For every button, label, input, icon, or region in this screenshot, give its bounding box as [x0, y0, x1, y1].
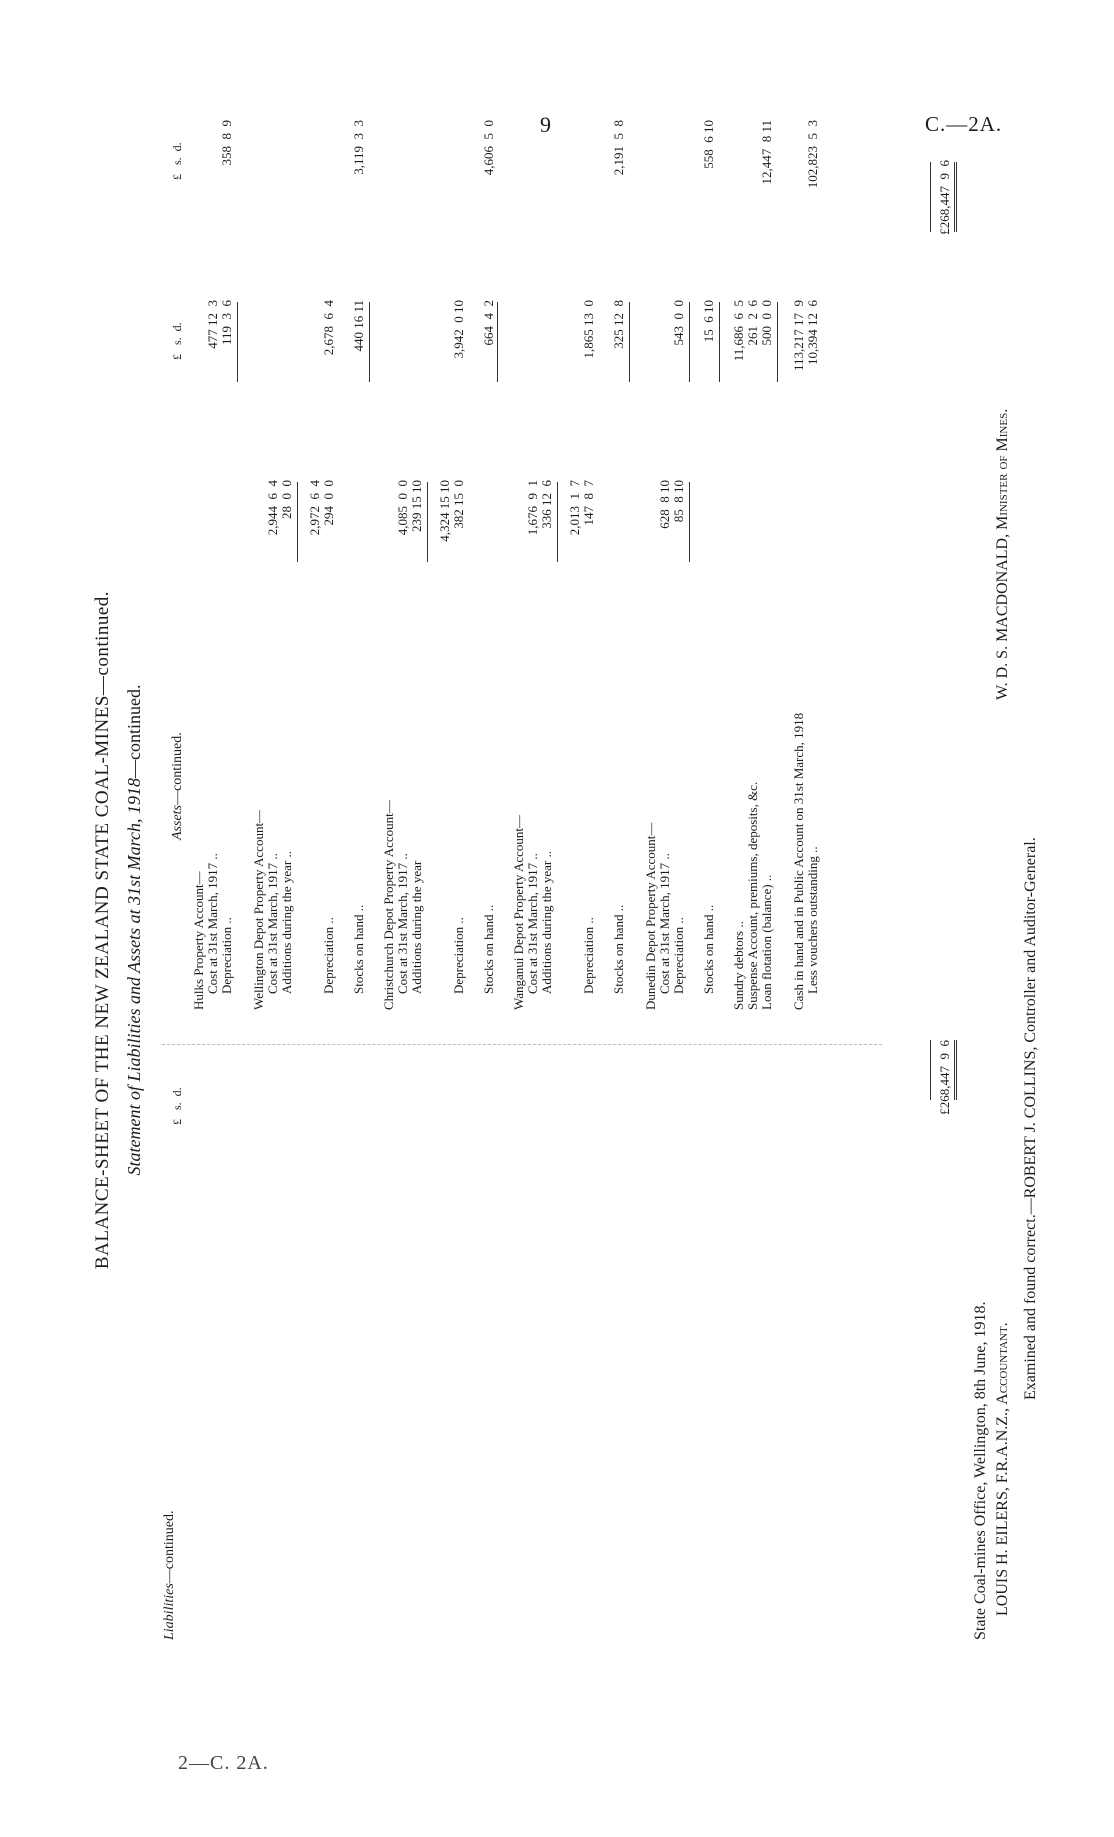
liabilities-total-rule: [930, 1040, 931, 1100]
asset-label: Cost at 31st March, 1917 ..: [205, 853, 220, 994]
liabilities-heading: [162, 1510, 178, 1640]
asset-row: [382, 170, 396, 1010]
asset-label: Additions during the year: [409, 860, 424, 994]
asset-label: Less vouchers outstanding ..: [805, 846, 820, 994]
subtotal-rule: [689, 482, 690, 562]
subtotal-rule: [557, 482, 558, 562]
subtotal-rule: [719, 302, 720, 382]
asset-row: [540, 170, 554, 1010]
asset-amount-c1: 85 8 10: [671, 480, 686, 523]
asset-row: [644, 170, 658, 1010]
asset-row: [438, 170, 452, 1010]
asset-label: Cost at 31st March, 1917 ..: [265, 853, 280, 994]
liabilities-total-double-rule: [954, 1040, 957, 1100]
asset-amount-c2: 664 4 2: [481, 300, 496, 346]
asset-row: [396, 170, 410, 1010]
asset-amount-c1: 147 8 7: [581, 480, 596, 526]
asset-amount-c1: 1,676 9 1: [525, 480, 540, 536]
asset-row: [658, 170, 672, 1010]
assets-total-double-rule: [954, 162, 957, 232]
asset-row: [351, 120, 366, 1010]
asset-label: Dunedin Depot Property Account—: [643, 822, 658, 1010]
asset-amount-c1: 628 8 10: [657, 480, 672, 529]
asset-amount-c3: 4,606 5 0: [481, 120, 496, 176]
assets-heading-text: Assets: [170, 805, 185, 840]
asset-amount-c3: 558 6 10: [701, 120, 716, 169]
asset-amount-c2: 3,942 0 10: [451, 300, 466, 359]
asset-amount-c1: 4,085 0 0: [395, 480, 410, 536]
asset-row: [526, 170, 540, 1010]
asset-row: [792, 170, 806, 1010]
asset-amount-c3: 3,119 3 3: [351, 120, 366, 175]
subtotal-rule: [297, 482, 298, 562]
page-number: 9: [540, 112, 551, 137]
asset-label: Wanganui Depot Property Account—: [511, 815, 526, 1010]
asset-row: [322, 170, 336, 1010]
subtotal-rule: [689, 302, 690, 382]
asset-label: Suspense Account, premiums, deposits, &c.: [745, 781, 760, 1010]
asset-amount-c3: 12,447 8 11: [759, 120, 774, 185]
asset-amount-c2: 113,217 17 9: [791, 300, 806, 372]
asset-row: [206, 170, 220, 1010]
asset-label: Stocks on hand ..: [351, 904, 366, 994]
asset-label: Depreciation ..: [581, 917, 596, 994]
asset-label: Wellington Depot Property Account—: [251, 809, 266, 1010]
subtitle-continued: —continued.: [124, 684, 144, 778]
assets-total: £268,447 9 6: [937, 160, 952, 235]
asset-label: Additions during the year ..: [539, 851, 554, 994]
assets-money-header-2: £ s. d.: [170, 142, 184, 180]
asset-amount-c2: 440 16 11: [351, 300, 366, 352]
asset-row: [672, 170, 686, 1010]
subtotal-rule: [427, 482, 428, 562]
asset-row: [280, 170, 294, 1010]
asset-amount-c1: 2,972 6 4: [307, 480, 322, 536]
subtotal-rule: [237, 302, 238, 382]
report-code: C.—2A.: [925, 112, 1003, 136]
asset-row: [192, 170, 206, 1010]
asset-amount-c2: 10,394 12 6: [805, 300, 820, 365]
asset-label: Stocks on hand ..: [481, 904, 496, 994]
asset-label: Cost at 31st March, 1917 ..: [395, 853, 410, 994]
asset-amount-c1: 2,944 6 4: [265, 480, 280, 536]
asset-amount-c2: 11,686 6 5: [731, 300, 746, 362]
asset-label: Cash in hand and in Public Account on 31st March, 1918: [791, 712, 806, 1010]
assets-heading-suffix: —continued.: [170, 732, 185, 805]
asset-amount-c1: 382 15 0: [451, 480, 466, 529]
subtitle-statement: Statement of Liabilities and Assets at 31st March, 1918: [124, 778, 144, 1176]
asset-row: [219, 120, 234, 1010]
asset-row: [308, 170, 322, 1010]
asset-amount-c2: 1,865 13 0: [581, 300, 596, 359]
liabilities-total: £268,447 9 6: [937, 1040, 952, 1115]
auditor-signature: Examined and found correct.—ROBERT J. COLLINS, Controller and Auditor-General.: [1022, 837, 1039, 1400]
minister-signature: W. D. S. MACDONALD, Minister of Mines.: [994, 408, 1011, 700]
asset-row: [759, 120, 774, 1010]
asset-label: Depreciation ..: [671, 917, 686, 994]
asset-amount-c2: 543 0 0: [671, 300, 686, 346]
asset-amount-c1: 2,013 1 7: [567, 480, 582, 536]
asset-label: Depreciation ..: [451, 917, 466, 994]
asset-row: [701, 120, 716, 1010]
liabilities-money-header: £ s. d.: [170, 1087, 184, 1125]
balance-sheet-subtitle: [124, 160, 145, 1700]
assets-money-header-1: £ s. d.: [170, 322, 184, 360]
asset-label: Cost at 31st March, 1917 ..: [657, 853, 672, 994]
asset-amount-c1: 239 15 10: [409, 480, 424, 532]
subtotal-rule: [629, 302, 630, 382]
footer-code: 2—C. 2A.: [178, 1752, 269, 1774]
asset-row: [452, 170, 466, 1010]
assets-heading: [170, 732, 186, 840]
asset-row: [582, 170, 596, 1010]
asset-amount-c3: 2,191 5 8: [611, 120, 626, 176]
accountant-signature: LOUIS H. EILERS, F.R.A.N.Z., Accountant.: [994, 1322, 1011, 1616]
column-divider: [162, 1044, 882, 1045]
asset-row: [805, 120, 820, 1010]
asset-amount-c2: 500 0 0: [759, 300, 774, 346]
asset-label: Sundry debtors ..: [731, 921, 746, 1010]
asset-amount-c1: 336 12 6: [539, 480, 554, 529]
asset-amount-c3: 358 8 9: [219, 120, 234, 166]
asset-amount-c3: 102,823 5 3: [805, 120, 820, 189]
asset-amount-c2: 119 3 6: [219, 300, 234, 346]
subtotal-rule: [369, 302, 370, 382]
office-date: State Coal-mines Office, Wellington, 8th June, 1918.: [972, 1301, 989, 1640]
asset-row: [568, 170, 582, 1010]
asset-label: Loan flotation (balance) ..: [759, 874, 774, 1010]
asset-amount-c2: 477 12 3: [205, 300, 220, 349]
assets-total-rule: [930, 162, 931, 232]
liabilities-heading-suffix: —continued.: [162, 1510, 177, 1584]
asset-row: [611, 120, 626, 1010]
asset-label: Additions during the year ..: [279, 851, 294, 994]
liabilities-heading-text: Liabilities: [162, 1583, 177, 1640]
asset-amount-c2: 2,678 6 4: [321, 300, 336, 356]
asset-label: Depreciation ..: [219, 917, 234, 994]
asset-amount-c2: 15 6 10: [701, 300, 716, 343]
subtotal-rule: [777, 302, 778, 382]
asset-row: [512, 170, 526, 1010]
asset-label: Hulks Property Account—: [191, 871, 206, 1010]
asset-label: Cost at 31st March, 1917 ..: [525, 853, 540, 994]
asset-label: Christchurch Depot Property Account—: [381, 800, 396, 1010]
balance-sheet-title: BALANCE-SHEET OF THE NEW ZEALAND STATE COAL-MINES—continued.: [92, 590, 113, 1270]
subtotal-rule: [497, 302, 498, 382]
asset-row: [746, 170, 760, 1010]
asset-label: Stocks on hand ..: [701, 904, 716, 994]
asset-amount-c1: 4,324 15 10: [437, 480, 452, 542]
asset-amount-c2: 325 12 8: [611, 300, 626, 349]
asset-row: [266, 170, 280, 1010]
asset-row: [732, 170, 746, 1010]
asset-label: Depreciation ..: [321, 917, 336, 994]
asset-row: [252, 170, 266, 1010]
asset-amount-c1: 294 0 0: [321, 480, 336, 526]
asset-amount-c2: 261 2 6: [745, 300, 760, 346]
asset-label: Stocks on hand ..: [611, 904, 626, 994]
asset-row: [410, 170, 424, 1010]
asset-row: [481, 120, 496, 1010]
asset-amount-c1: 28 0 0: [279, 480, 294, 519]
